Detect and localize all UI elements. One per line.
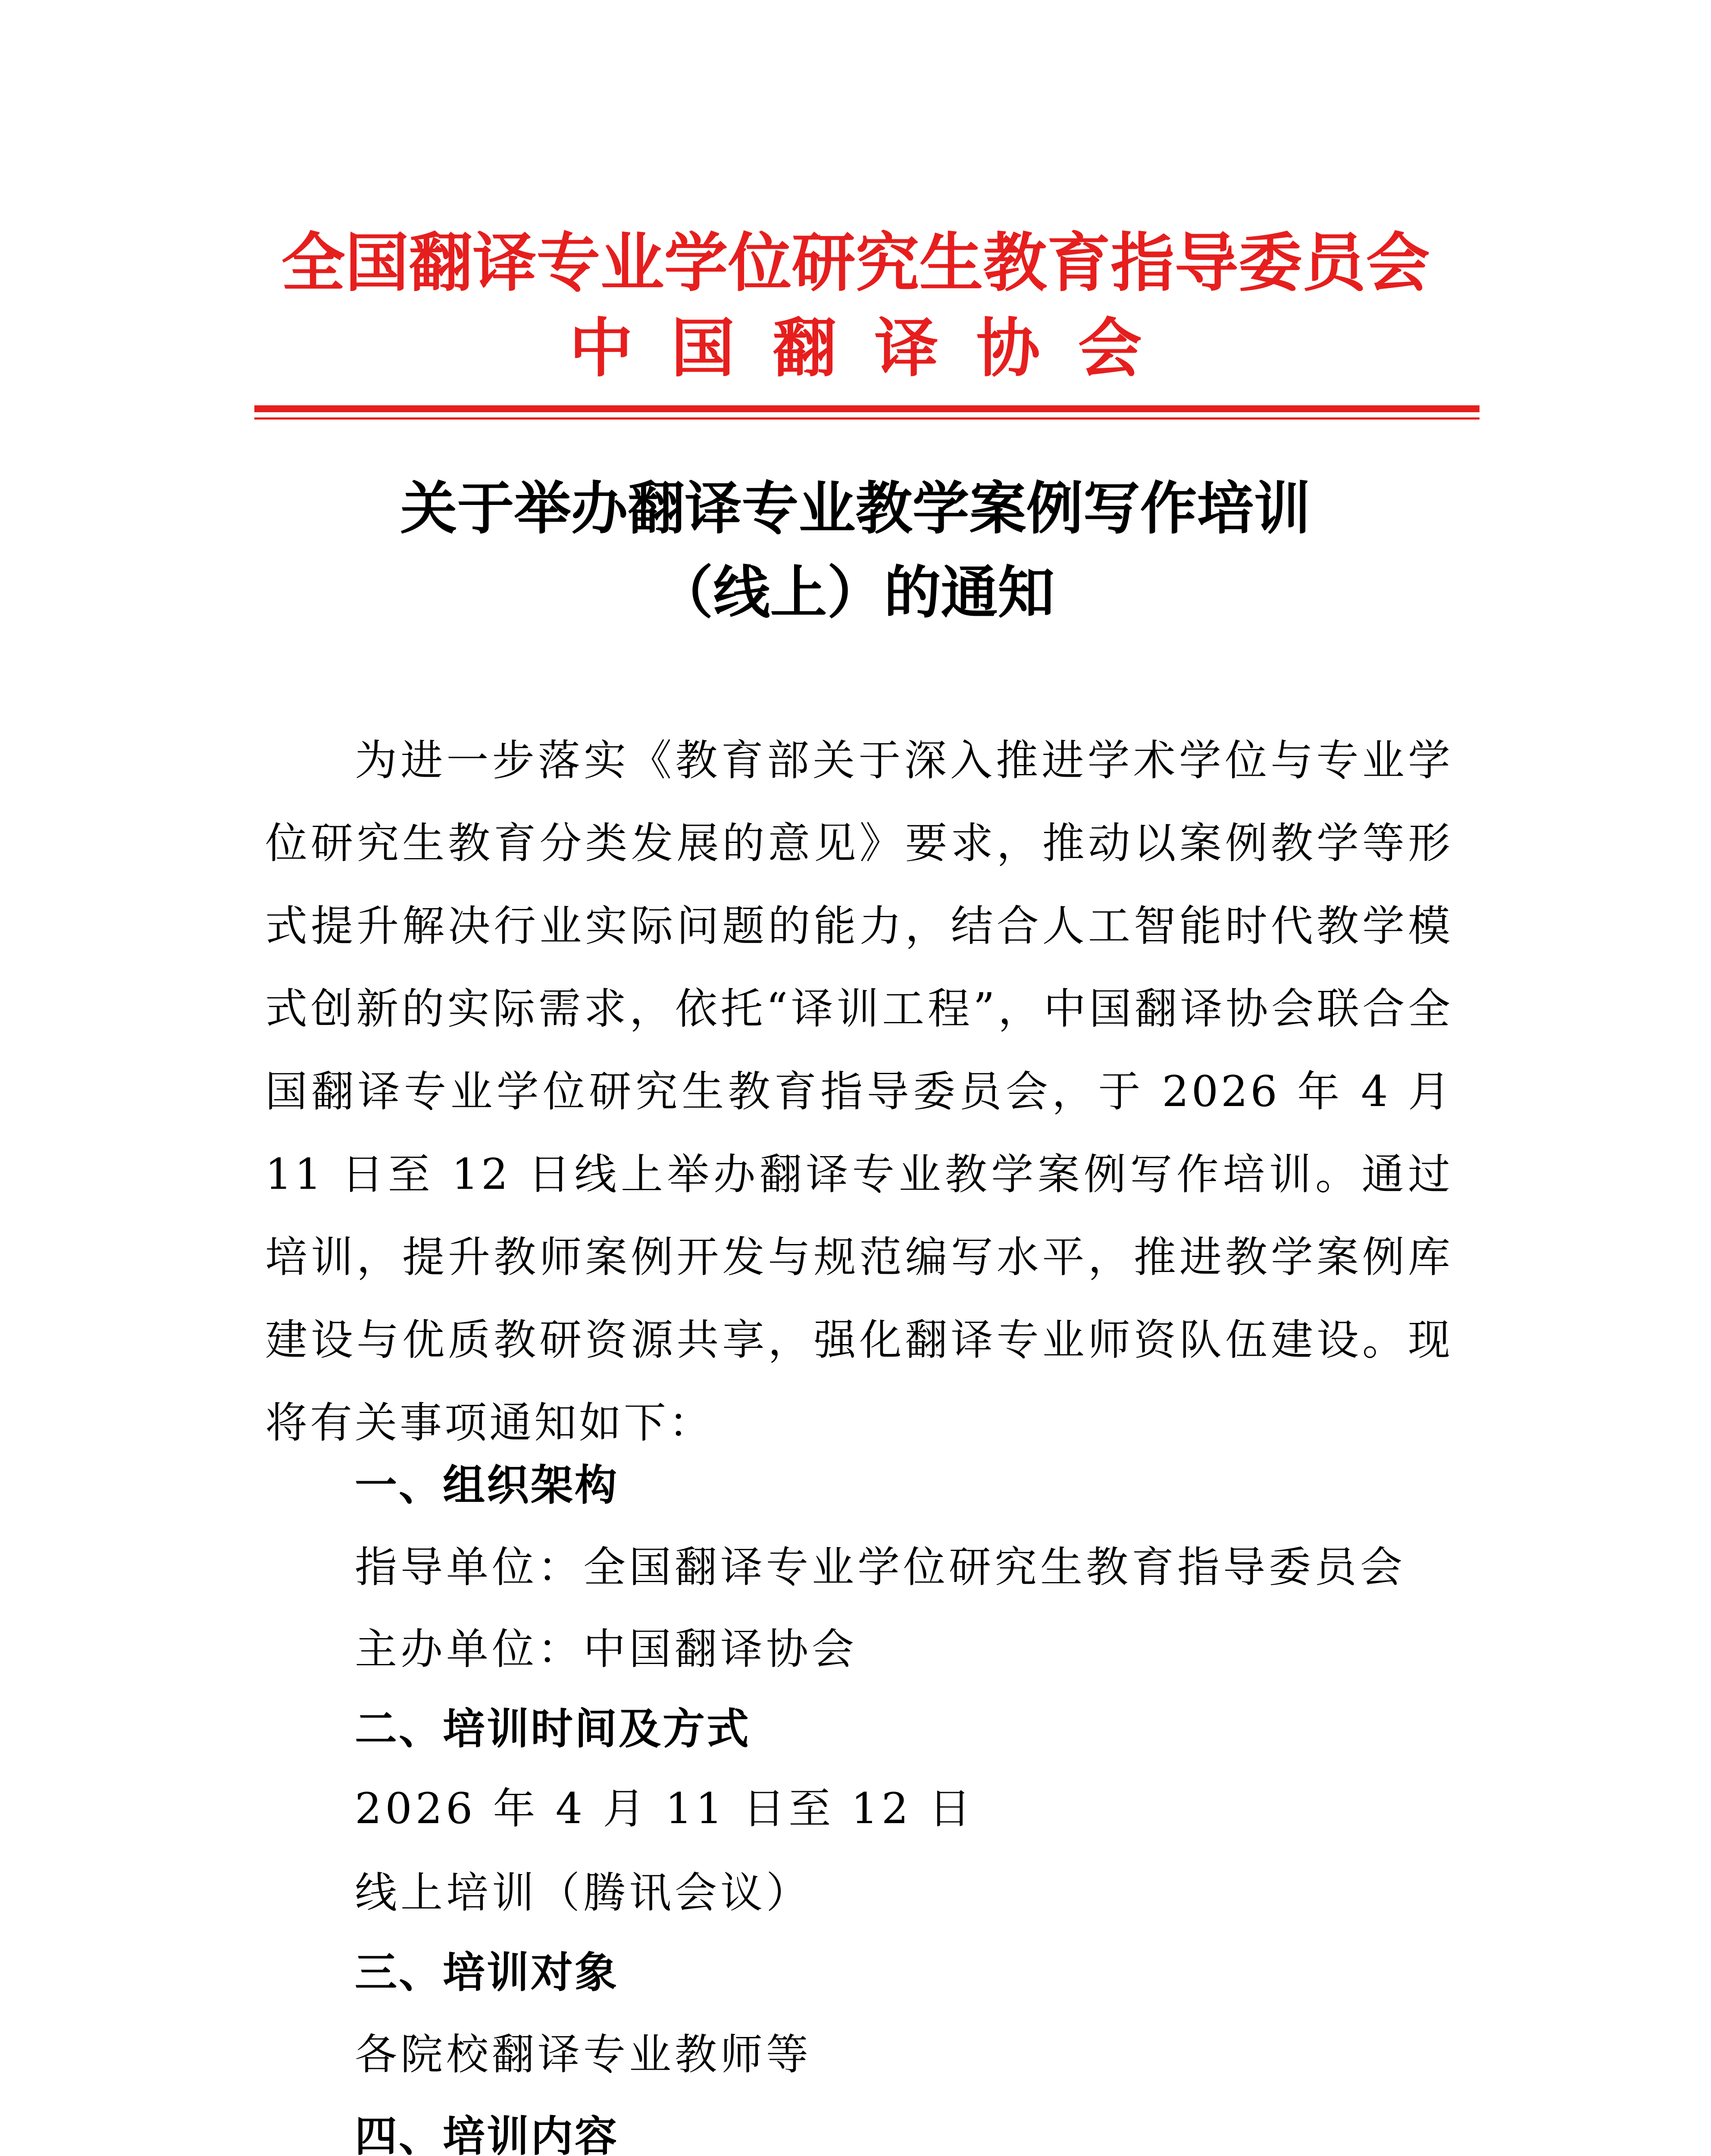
training-method: 线上培训（腾讯会议） [355, 1868, 812, 1918]
section-heading-time-method: 二、培训时间及方式 [355, 1705, 751, 1754]
notice-title-line2: （线上）的通知 [656, 559, 1055, 626]
notice-title-line1: 关于举办翻译专业教学案例写作培训 [400, 475, 1311, 542]
header-divider-thick [254, 405, 1480, 412]
section-heading-audience: 三、培训对象 [355, 1948, 619, 1997]
training-dates: 2026 年 4 月 11 日至 12 日 [355, 1784, 975, 1833]
header-divider-thin [254, 417, 1480, 420]
issuing-org-tac: 中国翻译协会 [569, 311, 1180, 385]
host-unit: 主办单位：中国翻译协会 [355, 1625, 858, 1674]
intro-paragraph: 为进一步落实《教育部关于深入推进学术学位与专业学位研究生教育分类发展的意见》要求，推动以案例教学等形式提升解决行业实际问题的能力，结合人工智能时代教学模式创新的实际需求，依托“译训工程”，中国翻译协会联合全国翻译专业学位研究生教育指导委员会，于 2026 年 4 月 11 日至 12 日线上举办翻译专业教学案例写作培训。通过培训，提升教师案例开发与规范编写水平，推进教学案例库建设与优质教研资源共享，强化翻译专业师资队伍建设。现将有关事项通知如下： [265, 736, 1453, 1448]
issuing-org-committee: 全国翻译专业学位研究生教育指导委员会 [281, 226, 1430, 300]
section-heading-content: 四、培训内容 [355, 2112, 619, 2156]
section-heading-organization: 一、组织架构 [355, 1461, 619, 1510]
training-audience: 各院校翻译专业教师等 [355, 2030, 812, 2079]
guiding-unit: 指导单位：全国翻译专业学位研究生教育指导委员会 [355, 1543, 1406, 1592]
